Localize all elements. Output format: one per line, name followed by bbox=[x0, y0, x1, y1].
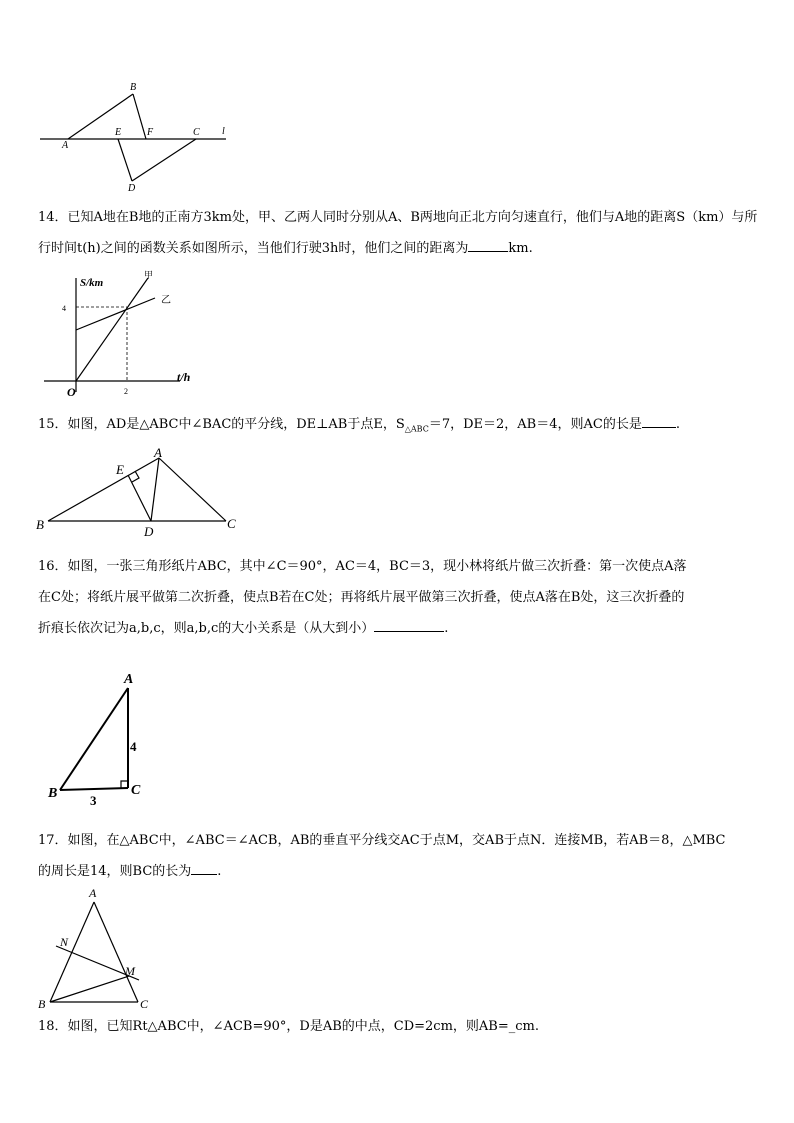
question-17 bbox=[38, 825, 760, 887]
label-N: N bbox=[60, 935, 69, 949]
answer-blank bbox=[642, 413, 676, 428]
label-B: B bbox=[36, 517, 44, 532]
q14-text: 14．已知A地在B地的正南方3km处，甲、乙两人同时分别从A、B两地向正北方向匀速直行，他们与A地的距离S（km）与所行时间t(h)之间的函数关系如图所示，当他们行驶3h时，他们之间的距离为 bbox=[38, 210, 758, 256]
label-E: E bbox=[115, 127, 122, 138]
answer-blank bbox=[191, 860, 217, 875]
label-A: A bbox=[62, 140, 69, 151]
q16-line2: 在C处；将纸片展平做第二次折叠，使点B若在C处；再将纸片展平做第三次折叠，使点A落在B处，这三次折叠的 bbox=[38, 590, 685, 605]
label-C: C bbox=[227, 516, 236, 531]
figure-q16 bbox=[40, 668, 160, 808]
label-C: C bbox=[131, 783, 141, 798]
q15-text-a: 15．如图，AD是△ABC中∠BAC的平分线，DE⊥AB于点E，S bbox=[38, 417, 405, 432]
question-15 bbox=[38, 409, 760, 445]
label-M: M bbox=[125, 964, 135, 978]
line-yi-label: 乙 bbox=[161, 295, 171, 306]
line-jia-label: 甲 bbox=[144, 270, 154, 280]
question-16 bbox=[38, 551, 760, 644]
label-B: B bbox=[38, 997, 46, 1011]
label-D: D bbox=[144, 524, 154, 538]
q18-text: 18．如图，已知Rt△ABC中，∠ACB=90°，D是AB的中点，CD=2cm，则AB=_cm. bbox=[38, 1019, 539, 1034]
q15-end: . bbox=[675, 417, 680, 432]
label-B: B bbox=[130, 82, 137, 93]
label-l: l bbox=[222, 126, 225, 137]
q15-subscript: △ABC bbox=[404, 424, 429, 434]
axis-y-label: S/km bbox=[80, 277, 104, 289]
axis-x-label: t/h bbox=[177, 370, 191, 384]
x-tick-label: 2 bbox=[124, 387, 128, 396]
q15-text-b: ＝7，DE＝2，AB＝4，则AC的长是 bbox=[428, 417, 642, 432]
question-18 bbox=[38, 1011, 760, 1042]
answer-blank bbox=[468, 237, 508, 252]
side-bc-label: 3 bbox=[90, 793, 97, 808]
figure-q13 bbox=[36, 78, 236, 198]
q17-line2: 的周长是14，则BC的长为 bbox=[38, 864, 192, 879]
label-B: B bbox=[48, 786, 58, 801]
q14-unit: km. bbox=[508, 241, 533, 256]
label-F: F bbox=[147, 127, 154, 138]
side-ac-label: 4 bbox=[130, 739, 137, 754]
figure-q17 bbox=[36, 884, 166, 1014]
q17-line1: 17．如图，在△ABC中，∠ABC＝∠ACB，AB的垂直平分线交AC于点M，交AB于点N．连接MB，若AB＝8，△MBC bbox=[38, 833, 726, 848]
origin-label: O bbox=[67, 385, 76, 399]
q16-line3: 折痕长依次记为a,b,c，则a,b,c的大小关系是（从大到小） bbox=[38, 621, 375, 636]
figure-q14-graph bbox=[40, 270, 210, 400]
q17-end: . bbox=[217, 864, 222, 879]
q16-line1: 16．如图，一张三角形纸片ABC，其中∠C＝90°，AC＝4，BC＝3，现小林将纸片做三次折叠：第一次使点A落 bbox=[38, 559, 687, 574]
q16-end: . bbox=[444, 621, 449, 636]
question-14 bbox=[38, 202, 760, 264]
label-A: A bbox=[124, 672, 134, 687]
y-tick-label: 4 bbox=[62, 304, 66, 313]
label-E: E bbox=[116, 462, 124, 477]
label-C: C bbox=[140, 997, 149, 1011]
label-A: A bbox=[154, 445, 162, 460]
figure-q15 bbox=[36, 444, 246, 538]
answer-blank bbox=[374, 617, 444, 632]
label-C: C bbox=[193, 127, 200, 138]
label-D: D bbox=[128, 183, 136, 194]
label-A: A bbox=[89, 886, 97, 900]
